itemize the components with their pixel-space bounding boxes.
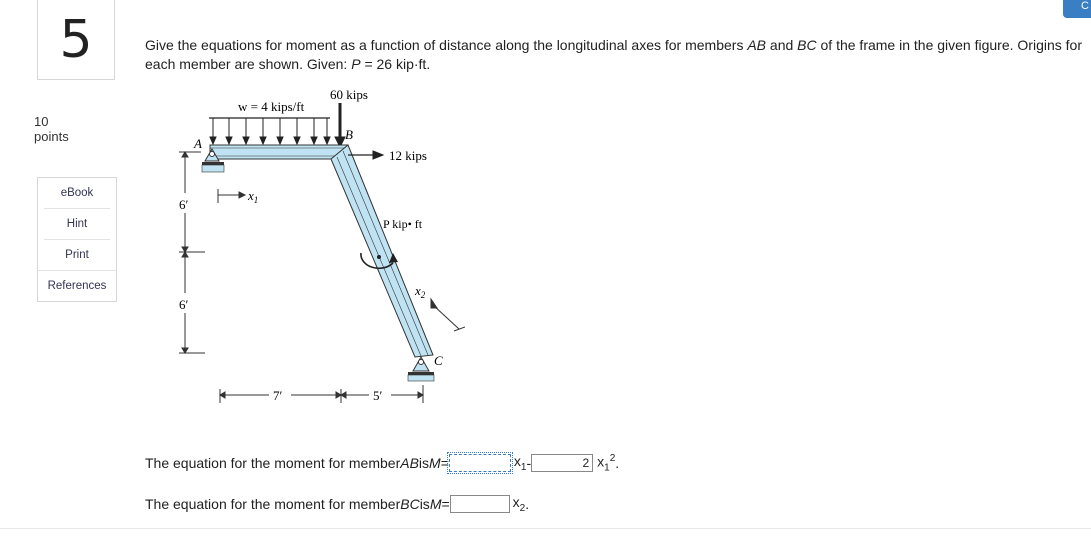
references-link[interactable]: References bbox=[38, 270, 116, 301]
x1-axis bbox=[218, 189, 245, 203]
point-load-arrow bbox=[335, 103, 345, 147]
ab-x1-sub: 1 bbox=[520, 462, 527, 474]
ab-period: . bbox=[615, 455, 620, 472]
bc-coefficient-input[interactable] bbox=[450, 495, 510, 513]
ab-minus: - bbox=[526, 455, 532, 472]
dim-7: 7′ bbox=[273, 388, 283, 403]
frame-figure bbox=[165, 85, 465, 425]
bc-x2-var: x bbox=[512, 494, 520, 510]
label-b: B bbox=[345, 127, 353, 142]
bc-x2-term bbox=[513, 494, 526, 514]
resource-links bbox=[37, 177, 117, 302]
prompt-and: and bbox=[766, 37, 798, 53]
prompt-member-bc: BC bbox=[797, 37, 817, 53]
member-ab bbox=[210, 145, 348, 159]
question-prompt bbox=[145, 36, 1085, 74]
ab-exponent: 2 bbox=[609, 453, 616, 464]
label-a: A bbox=[194, 136, 202, 151]
distributed-load-arrows bbox=[209, 118, 330, 144]
ab-x1-term bbox=[514, 453, 527, 473]
label-x1: $x_1$ bbox=[248, 188, 259, 205]
bc-period: . bbox=[525, 495, 530, 512]
label-c: C bbox=[434, 353, 443, 368]
ab-coefficient-1-input[interactable] bbox=[449, 454, 511, 472]
dim-6-bottom: 6′ bbox=[179, 297, 189, 312]
label-x2: $x_2$ bbox=[415, 283, 426, 300]
prompt-text-2: of the frame in the given figure. Origins for each member are shown. Given: bbox=[145, 37, 1082, 72]
points-label: points bbox=[34, 129, 69, 144]
ab-x1b-sub: 1 bbox=[604, 462, 610, 474]
dim-6-top: 6′ bbox=[179, 197, 189, 212]
points-info bbox=[34, 114, 69, 144]
answer-row-bc bbox=[145, 494, 529, 514]
bc-equals: = bbox=[441, 495, 450, 512]
ab-x1-var: x bbox=[513, 453, 521, 470]
print-link[interactable]: Print bbox=[44, 239, 110, 270]
horizontal-load-label: 12 kips bbox=[389, 148, 427, 163]
bc-member: BC bbox=[400, 495, 420, 512]
ab-prompt: The equation for the moment for member bbox=[145, 455, 401, 472]
ab-equals: = bbox=[440, 455, 449, 472]
top-right-button[interactable]: C bbox=[1063, 0, 1091, 18]
ebook-link[interactable]: eBook bbox=[60, 187, 94, 199]
distributed-load-label: w = 4 kips/ft bbox=[238, 99, 305, 114]
point-load-label: 60 kips bbox=[330, 87, 368, 102]
answer-row-ab bbox=[145, 453, 619, 473]
question-number-box bbox=[37, 0, 115, 80]
ab-x1-squared-term bbox=[597, 453, 615, 473]
question-number: 5 bbox=[59, 9, 93, 70]
dim-5: 5′ bbox=[373, 388, 383, 403]
x2-axis bbox=[431, 299, 465, 331]
prompt-p-symbol: P bbox=[351, 56, 361, 72]
member-bc bbox=[331, 145, 433, 357]
prompt-text-1: Give the equations for moment as a function of distance along the longitudinal axes for members bbox=[145, 37, 748, 53]
prompt-member-ab: AB bbox=[747, 37, 767, 53]
bc-prompt: The equation for the moment for member bbox=[145, 495, 401, 512]
bc-is: is bbox=[419, 495, 430, 512]
support-c bbox=[408, 357, 434, 381]
bc-m-symbol: M bbox=[429, 495, 442, 512]
moment-label: P kip• ft bbox=[383, 217, 423, 231]
ab-x1b-var: x bbox=[597, 453, 605, 470]
bottom-divider bbox=[0, 528, 1091, 529]
horizontal-dimension bbox=[220, 385, 423, 403]
hint-link[interactable]: Hint bbox=[44, 208, 110, 239]
ab-is: is bbox=[418, 455, 430, 472]
ab-m-symbol: M bbox=[429, 455, 441, 472]
ab-member: AB bbox=[400, 455, 419, 472]
bc-x2-sub: 2 bbox=[519, 502, 526, 514]
vertical-dimension bbox=[179, 152, 205, 353]
prompt-text-3: = 26 kip·ft. bbox=[360, 56, 431, 72]
ab-coefficient-2-input[interactable]: 2 bbox=[531, 454, 593, 472]
points-value: 10 bbox=[34, 114, 49, 129]
